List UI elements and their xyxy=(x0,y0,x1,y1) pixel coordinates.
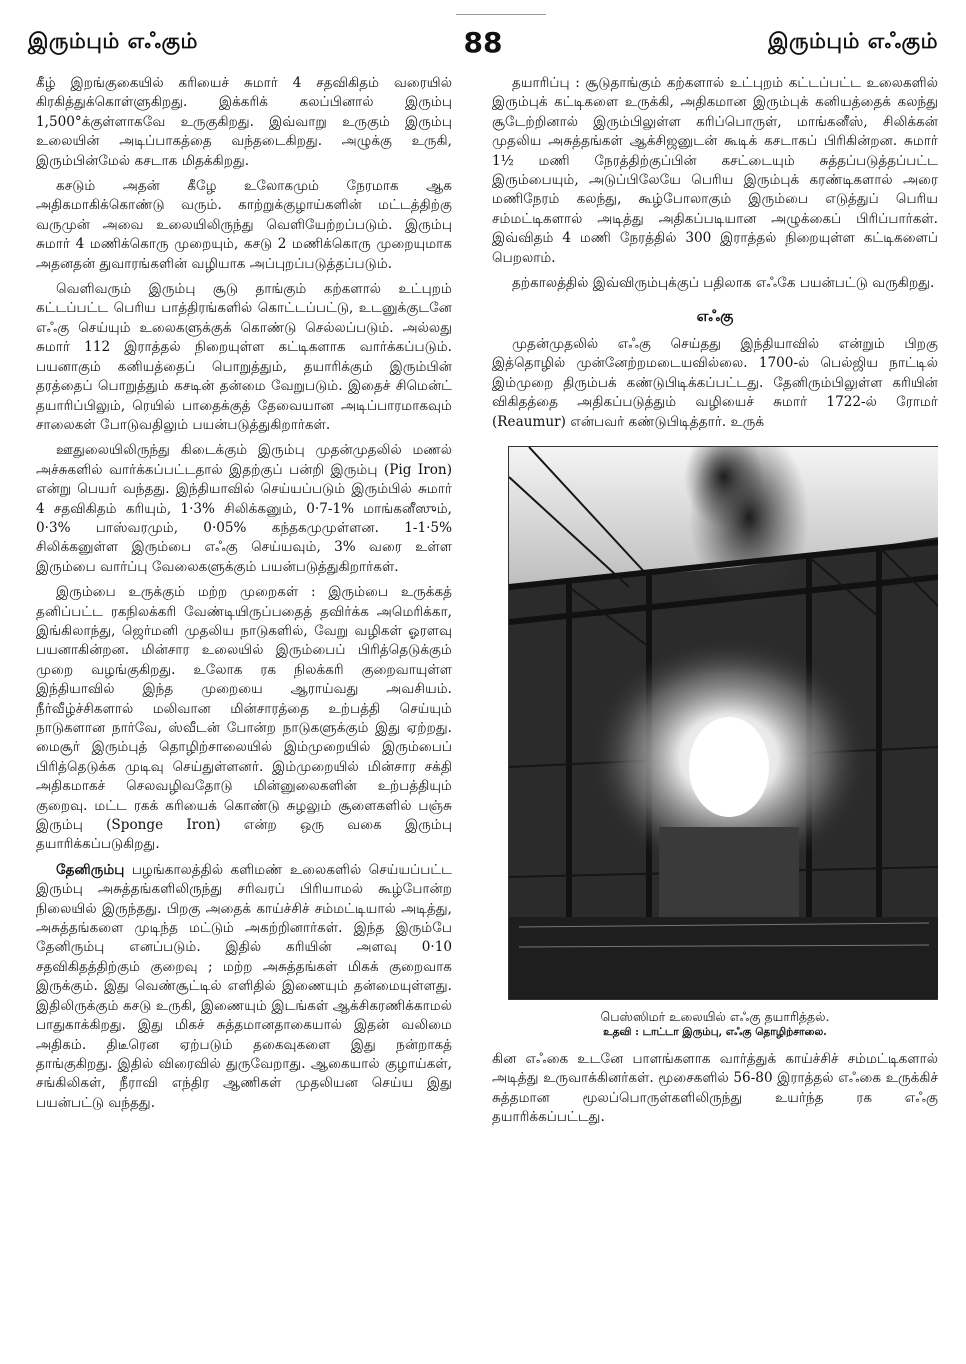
paragraph: கீழ் இறங்குகையில் கரியைச் சுமார் 4 சதவிகிதம் வரையில் கிரகித்துக்கொள்ளுகிறது. இக்கரிக் கலப்பினால் இரும்பு 1,500°க்குள்ளாகவே உருகுகிறது. இவ்வாறு உருகும் இரும்பு உலையின் அடிப்பாகத்தை வந்தடைகிறது. அழுக்கு உருகி, இரும்பின்மேல் கசடாக மிதக்கிறது. xyxy=(36,75,452,169)
photo-credit: உதவி : டாட்டா இரும்பு, எஃகு தொழிற்சாலை. xyxy=(603,1025,827,1038)
paragraph: கின எஃகை உடனே பாளங்களாக வார்த்துக் காய்ச்சிச் சம்மட்டிகளால் அடித்து உருவாக்கினர்கள். மூசைகளில் 56-80 இராத்தல் எஃகை உருக்கிச் சுத்தமான மூலப்பொருள்களிலிருந்து உயர்ந்த ரக எஃகு தயாரிக்கப்பட்டது. xyxy=(492,1050,938,1126)
paragraph: ஊதுலையிலிருந்து கிடைக்கும் இரும்பு முதன்முதலில் மணல் அச்சுகளில் வார்க்கப்பட்டதால் இதற்குப் பன்றி இரும்பு (Pig Iron) என்று பெயர் வந்தது. இந்தியாவில் செய்யப்படும் இரும்பில் சுமார் 4 சதவிகிதம் கரியும், 1·3% சிலிக்கனும், 0·7-1% மாங்கனீஸும், 0·3% பாஸ்வரமும், 0·05% கந்தகமுமுள்ளன. 1-1·5% சிலிக்கனுள்ள இரும்பை எஃகு செய்யவும், 3% வரை உள்ள இரும்பை வார்ப்பு வேலைகளுக்கும் பயன்படுத்துகிறார்கள். xyxy=(36,442,452,575)
section-heading: எஃகு xyxy=(696,307,734,326)
paragraph xyxy=(36,861,452,1113)
running-title-right: இரும்பும் எஃகும் xyxy=(768,28,938,53)
running-title-left: இரும்பும் எஃகும் xyxy=(28,28,198,53)
page-header xyxy=(28,22,938,62)
paragraph: தயாரிப்பு : சூடுதாங்கும் கற்களால் உட்புறம் கட்டப்பட்ட உலைகளில் இரும்புக் கட்டிகளை உருக்கி, அதிகமான இரும்புக் கனியத்தைக் கலந்து சூடேற்றினால் இரும்பிலுள்ள கரிப்பொருள், மாங்கனீஸ், சிலிக்கன் முதலிய அசுத்தங்கள் ஆக்சிஜனுடன் கூடிக் கசடாகப் பிரிகின்றன. சுமார் 1½ மணி நேரத்திற்குப்பின் கசட்டையும் சுத்தப்படுத்தப்பட்ட இரும்பையும், அடுப்பிலேயே பெரிய இரும்புக் கரண்டிகளால் அரை மணிநேரம் கலந்து, கூழ்போலாகும் இரும்பை எடுத்துப் பெரிய சம்மட்டிகளால் அடித்து அதிகப்படியான அழுக்கைப் பிரிப்பார்கள். இவ்விதம் 4 மணி நேரத்தில் 300 இராத்தல் நிறையுள்ள கட்டிகளைப் பெறலாம். xyxy=(492,75,938,266)
paragraph: முதன்முதலில் எஃகு செய்தது இந்தியாவில் என்றும் பிறகு இத்தொழில் முன்னேற்றமடையவில்லை. 1700-ல் பெல்ஜிய நாட்டில் இம்முறை திரும்பக் கண்டுபிடிக்கப்பட்டது. தேனிரும்பிலுள்ள கரியின் விகிதத்தை அதிகப்படுத்தும் வழியைச் சுமார் 1722-ல் ரோமர் (Reaumur) என்பவர் கண்டுபிடித்தார். உருக் xyxy=(492,335,938,430)
paragraph: வெளிவரும் இரும்பு சூடு தாங்கும் கற்களால் உட்புறம் கட்டப்பட்ட பெரிய பாத்திரங்களில் கொட்டப்பட்டு, உடனுக்குடனே எஃகு செய்யும் உலைகளுக்குக் கொண்டு செல்லப்படும். அல்லது சுமார் 112 இராத்தல் நிறையுள்ள கட்டிகளாக வார்க்கப்படும். பயனாகும் கனியத்தைப் பொறுத்தும், தயாரிக்கும் இரும்பின் தரத்தைப் பொறுத்தும் கசடின் தன்மை வேறுபடும். இதைச் சிமென்ட் தயாரிப்பிலும், ரெயில் பாதைக்குத் தேவையான அடிப்பாரமாகவும் சாலைகள் போடுவதிலும் பயன்படுத்துகிறார்கள். xyxy=(36,281,452,433)
top-rule xyxy=(456,14,546,15)
right-column xyxy=(492,74,938,1342)
page-number: 88 xyxy=(463,25,503,59)
column-tail xyxy=(492,1050,938,1128)
paragraph: இரும்பை உருக்கும் மற்ற முறைகள் : இரும்பை உருக்கத் தனிப்பட்ட ரகநிலக்கரி வேண்டியிருப்பதைத் தவிர்க்க அமெரிக்கா, இங்கிலாந்து, ஜெர்மனி முதலிய நாடுகளில், வேறு வழிகள் ஓரளவு பயனாகின்றன. மின்சார உலையில் இரும்பைப் பிரித்தெடுக்கும் முறை வழங்குகிறது. உலோக ரக நிலக்கரி குறைவாயுள்ள இந்தியாவில் இந்த முறையை ஆராய்வது அவசியம். நீர்வீழ்ச்சிகளால் மலிவான மின்சாரத்தை உற்பத்தி செய்யும் நாடுகளான நார்வே, ஸ்வீடன் போன்ற நாடுகளுக்கும் இது ஏற்றது. மைசூர் இரும்புத் தொழிற்சாலையில் இம்முறையில் இரும்பைப் பிரித்தெடுக்க முடிவு செய்துள்ளனர். இம்முறையில் மின்சார சக்தி அதிகமாகச் செலவழிவதோடு மின்னுலைகளின் உற்பத்தியும் குறைவு. மட்ட ரகக் கரியைக் கொண்டு சுழலும் சூளைகளில் பஞ்சு இரும்பு (Sponge Iron) என்ற ஒரு வகை இரும்பு தயாரிக்கப்படுகிறது. xyxy=(36,584,452,853)
photo-caption: பெஸ்ஸிமர் உலையில் எஃகு தயாரித்தல். xyxy=(600,1008,830,1024)
paragraph: கசடும் அதன் கீழே உலோகமும் நேரமாக ஆக அதிகமாகிக்கொண்டு வரும். காற்றுக்குழாய்களின் மட்டத்திற்கு வருமுன் அவை உலையிலிருந்து வெளியேற்றப்படும். இரும்பு சுமார் 4 மணிக்கொரு முறையும், கசடு 2 மணிக்கொரு முறையுமாக அதனதன் துவாரங்களின் வழியாக அப்புறப்படுத்தப்படும். xyxy=(36,178,452,272)
paragraph-lead: தேனிரும்பு xyxy=(56,861,125,878)
left-column xyxy=(36,74,452,1342)
furnace-photo-graphic xyxy=(509,447,938,999)
bessemer-furnace-photo xyxy=(508,446,938,1000)
paragraph-body: பழங்காலத்தில் களிமண் உலைகளில் செய்யப்பட்ட இரும்பு அசுத்தங்களிலிருந்து சரிவரப் பிரியாமல் கூழ்போன்ற நிலையில் இருந்தது. பிறகு அதைக் காய்ச்சிச் சம்மட்டியால் அடித்து, அசுத்தங்களை முடிந்த மட்டும் அகற்றினார்கள். இந்த இரும்பே தேனிரும்பு எனப்படும். இதில் கரியின் அளவு 0·10 சதவிகிதத்திற்கும் குறைவு ; மற்ற அசுத்தங்கள் மிகக் குறைவாக இருக்கும். இது வெண்சூட்டில் எளிதில் இணையும் தன்மையுள்ளது. இதிலிருக்கும் கசடு உருகி, இணையும் இடங்கள் ஆக்சிகரணிக்காமல் பாதுகாக்கிறது. இது மிகச் சுத்தமானதாகையால் இதன் வலிமை அதிகம். திடீரென ஏற்படும் தகைவுகளை இது நன்றாகத் தாங்குகிறது. இதில் விரைவில் துருவேறாது. ஆகையால் குழாய்கள், சங்கிலிகள், நீராவி எந்திர ஆணிகள் முதலியன செய்ய இது பயன்பட்டு வந்தது. xyxy=(36,861,452,1111)
paragraph: தற்காலத்தில் இவ்விரும்புக்குப் பதிலாக எஃகே பயன்பட்டு வருகிறது. xyxy=(512,275,935,292)
